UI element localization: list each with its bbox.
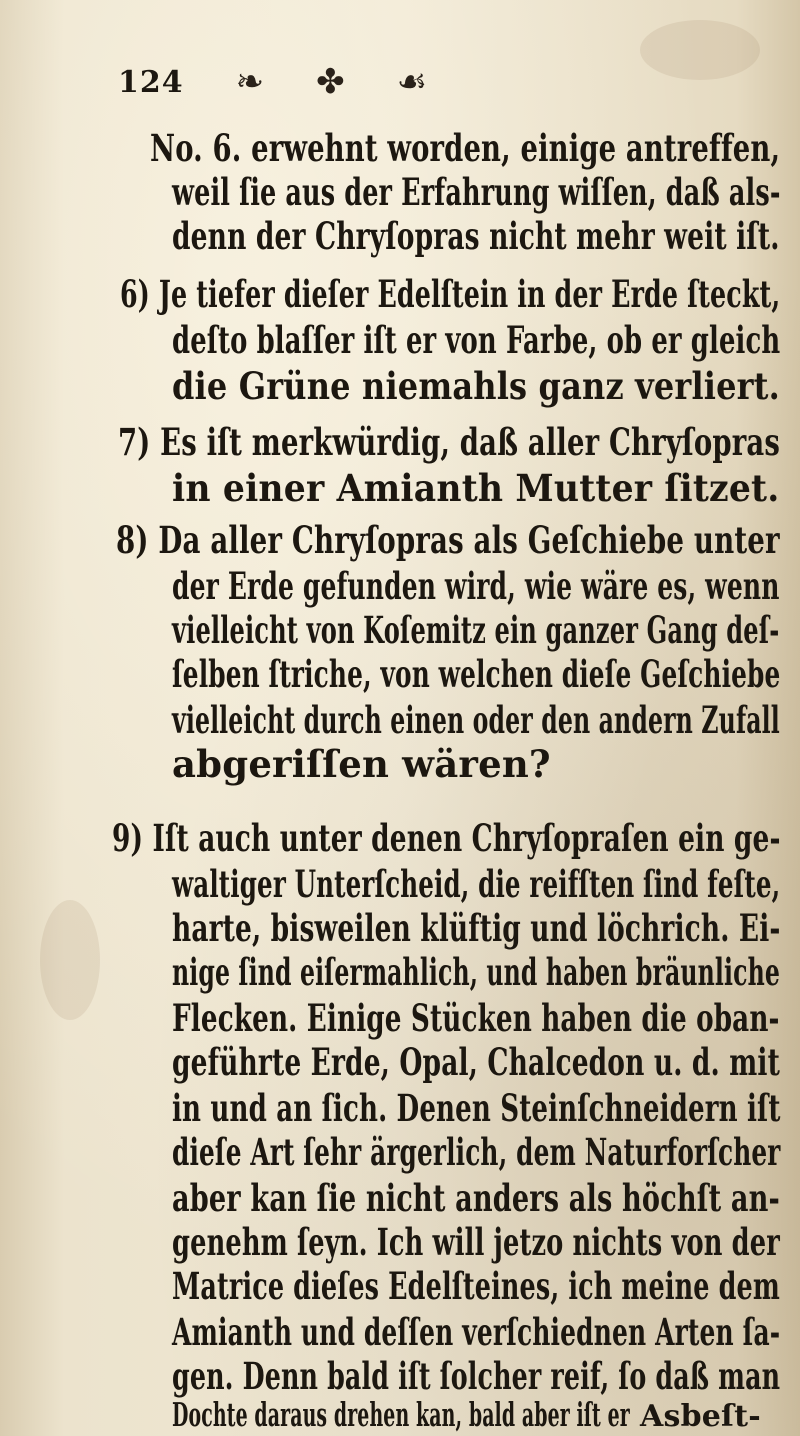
text-line: 7) Es iſt merkwürdig, daß aller Chryſopras [118, 420, 780, 464]
text-line: in einer Amianth Mutter ſitzet. [172, 466, 780, 510]
text-line: abgeriſſen wären? [172, 742, 551, 786]
text-line: weil ſie aus der Erfahrung wiſſen, daß als- [172, 170, 781, 214]
text-line: vielleicht von Koſemitz ein ganzer Gang deſ- [172, 608, 780, 652]
ornament-icon: ✤ [316, 62, 345, 102]
text-line: die Grüne niemahls ganz verliert. [172, 364, 780, 408]
text-line: deſto blaſſer iſt er von Farbe, ob er gleich [172, 318, 781, 362]
text-line: aber kan ſie nicht anders als höchſt an- [172, 1176, 780, 1220]
text-line: ſelben ſtriche, von welchen dieſe Geſchiebe [172, 652, 781, 696]
text-line: Amianth und deſſen verſchiednen Arten ſa- [172, 1310, 781, 1354]
text-line: 6) Je tiefer dieſer Edelſtein in der Erde ſteckt, [120, 272, 781, 316]
text-line: nige ſind eiſermahlich, und haben bräunliche [172, 950, 780, 994]
text-line: vielleicht durch einen oder den andern Zufall [172, 698, 780, 742]
paper-stain [40, 900, 100, 1020]
page-number: 124 [118, 64, 184, 100]
text-line: waltiger Unterſcheid, die reifſten ſind feſte, [172, 862, 781, 906]
ornament-icon: ❧ [235, 62, 265, 102]
text-line: denn der Chryſopras nicht mehr weit iſt. [172, 214, 780, 258]
text-line: dieſe Art ſehr ärgerlich, dem Naturforſcher [172, 1130, 781, 1174]
paper-stain [640, 20, 760, 80]
text-line: Dochte daraus drehen kan, bald aber iſt er [172, 1395, 630, 1434]
text-line: 9) Iſt auch unter denen Chryſopraſen ein ge- [112, 816, 781, 860]
page-header [118, 62, 427, 102]
ornament-icon: ☙ [396, 62, 428, 102]
text-line: harte, bisweilen klüftig und löchrich. Ei- [172, 906, 781, 950]
text-line: Flecken. Einige Stücken haben die oban- [172, 996, 780, 1040]
text-line: der Erde gefunden wird, wie wäre es, wenn [172, 564, 780, 608]
text-line: Matrice dieſes Edelſteines, ich meine dem [172, 1264, 780, 1308]
text-line: genehm ſeyn. Ich will jetzo nichts von der [172, 1220, 780, 1264]
text-line: No. 6. erwehnt worden, einige antreffen, [150, 126, 781, 170]
catchword: Asbeſt- [640, 1399, 761, 1434]
text-line: in und an ſich. Denen Steinſchneidern iſt [172, 1086, 781, 1130]
text-line: geführte Erde, Opal, Chalcedon u. d. mit [172, 1040, 780, 1084]
text-line: 8) Da aller Chryſopras als Geſchiebe unter [116, 518, 780, 562]
text-line: gen. Denn bald iſt ſolcher reif, ſo daß man [172, 1354, 781, 1398]
